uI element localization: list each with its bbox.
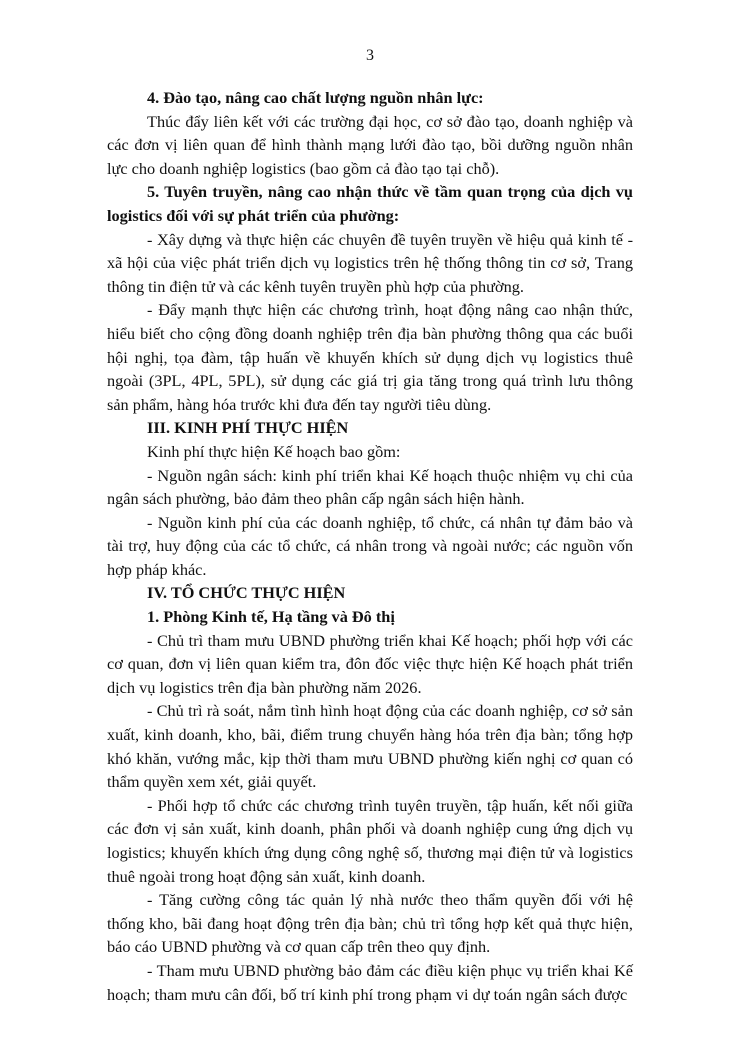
section-heading: 1. Phòng Kinh tế, Hạ tầng và Đô thị [147, 607, 395, 627]
paragraph: - Nguồn ngân sách: kinh phí triển khai Kế hoạch thuộc nhiệm vụ chi của ngân sách phường, bảo đảm theo phân cấp ngân sách hiện hành. [107, 465, 633, 509]
paragraph: - Nguồn kinh phí của các doanh nghiệp, tổ chức, cá nhân tự đảm bảo và tài trợ, huy động của các tổ chức, cá nhân trong và ngoài nước; các nguồn vốn hợp pháp khác. [107, 512, 633, 579]
paragraph: Kinh phí thực hiện Kế hoạch bao gồm: [147, 441, 401, 461]
page-number: 3 [366, 47, 374, 64]
paragraph: - Phối hợp tổ chức các chương trình tuyên truyền, tập huấn, kết nối giữa các đơn vị sản xuất, kinh doanh, phân phối và doanh nghiệp cung ứng dịch vụ logistics; khuyến khích ứng dụng công nghệ số, thương mại điện tử và logistics thuê ngoài trong hoạt động sản xuất, kinh doanh. [107, 795, 633, 886]
document-body [107, 86, 633, 1006]
paragraph: - Tham mưu UBND phường bảo đảm các điều kiện phục vụ triển khai Kế hoạch; tham mưu cân đối, bố trí kinh phí trong phạm vi dự toán ngân sách được [107, 960, 633, 1004]
paragraph: - Xây dựng và thực hiện các chuyên đề tuyên truyền về hiệu quả kinh tế - xã hội của việc phát triển dịch vụ logistics trên hệ thống thông tin cơ sở, Trang thông tin điện tử và các kênh tuyên truyền phù hợp của phường. [107, 229, 633, 296]
paragraph: Thúc đẩy liên kết với các trường đại học, cơ sở đào tạo, doanh nghiệp và các đơn vị liên quan để hình thành mạng lưới đào tạo, bồi dưỡng nguồn nhân lực cho doanh nghiệp logistics (bao gồm cả đào tạo tại chỗ). [107, 111, 633, 178]
paragraph: - Đẩy mạnh thực hiện các chương trình, hoạt động nâng cao nhận thức, hiểu biết cho cộng đồng doanh nghiệp trên địa bàn phường thông qua các buổi hội nghị, tọa đàm, tập huấn về khuyến khích sử dụng dịch vụ logistics thuê ngoài (3PL, 4PL, 5PL), sử dụng các giá trị gia tăng trong quá trình lưu thông sản phẩm, hàng hóa trước khi đưa đến tay người tiêu dùng. [107, 300, 633, 414]
paragraph: - Chủ trì tham mưu UBND phường triển khai Kế hoạch; phối hợp với các cơ quan, đơn vị liên quan kiểm tra, đôn đốc việc thực hiện Kế hoạch phát triển dịch vụ logistics trên địa bàn phường năm 2026. [107, 630, 633, 697]
section-heading: 5. Tuyên truyền, nâng cao nhận thức về tầm quan trọng của dịch vụ logistics đối với sự phát triển của phường: [107, 182, 633, 225]
section-heading: IV. TỔ CHỨC THỰC HIỆN [147, 583, 346, 603]
paragraph: - Tăng cường công tác quản lý nhà nước theo thẩm quyền đối với hệ thống kho, bãi đang hoạt động trên địa bàn; chủ trì tổng hợp kết quả thực hiện, báo cáo UBND phường và cơ quan cấp trên theo quy định. [107, 890, 633, 957]
section-heading: III. KINH PHÍ THỰC HIỆN [147, 418, 349, 438]
paragraph: - Chủ trì rà soát, nắm tình hình hoạt động của các doanh nghiệp, cơ sở sản xuất, kinh doanh, kho, bãi, điểm trung chuyển hàng hóa trên địa bàn; tổng hợp khó khăn, vướng mắc, kịp thời tham mưu UBND phường kiến nghị cơ quan có thẩm quyền xem xét, giải quyết. [107, 701, 633, 792]
section-heading: 4. Đào tạo, nâng cao chất lượng nguồn nhân lực: [147, 88, 484, 107]
